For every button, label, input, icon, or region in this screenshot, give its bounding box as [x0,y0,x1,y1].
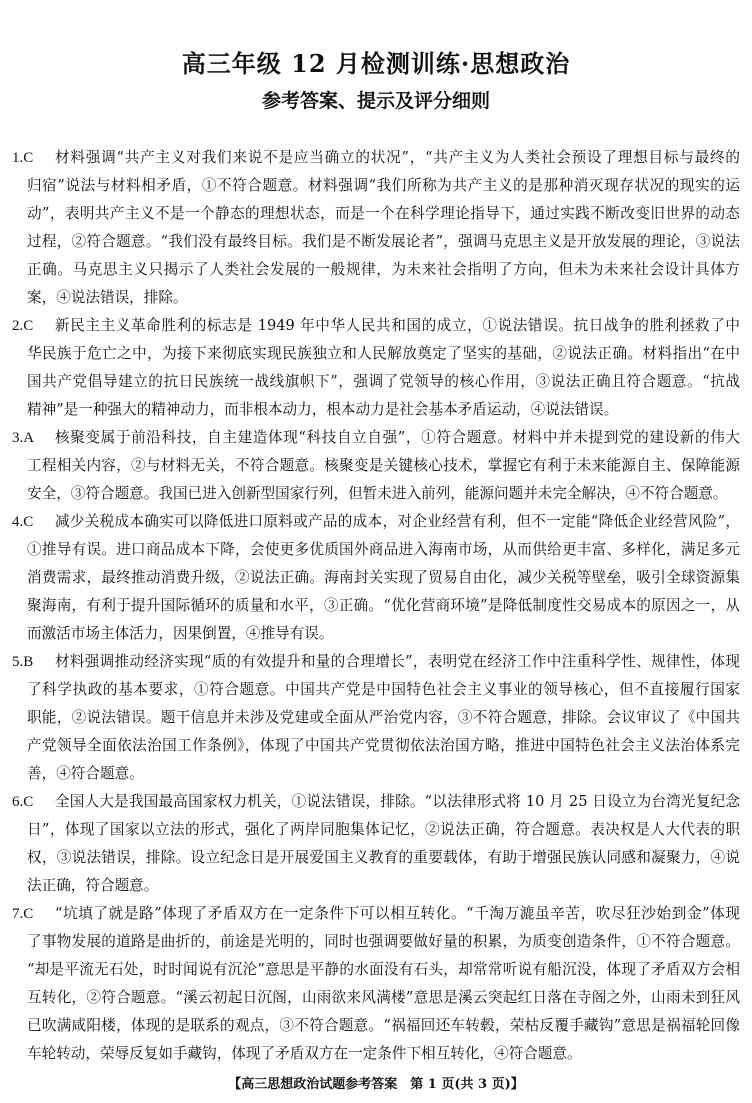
answer-text: 而激活市场主体活力，因果倒置，④推导有误。 [27,625,334,642]
answer-text: 精神”是一种强大的精神动力，而非根本动力，根本动力是社会基本矛盾运动，④说法错误。 [27,401,619,418]
answer-item-line [0,648,752,676]
answer-text: 安全，③符合题意。我国已进入创新型国家行列，但暂未进入前列，能源问题并未完全解决，④不符合题意。 [27,485,728,502]
answer-item-line [0,704,752,732]
answer-item-line [0,676,752,704]
answer-item-line [0,788,752,816]
answer-text: 正确。马克思主义只揭示了人类社会发展的一般规律，为未来社会指明了方向，但未为未来社会设计具体方 [27,261,740,278]
answer-item-line [0,508,752,536]
answer-text: 华民族于危亡之中，为接下来彻底实现民族独立和人民解放奠定了坚实的基础，②说法正确。材料指出“在中 [27,345,740,362]
answer-text: “却是平流无石处，时时闻说有沉沦”意思是平静的水面没有石头，却常常听说有船沉没，体现了矛盾双方会相 [27,961,740,978]
answer-item-line [0,620,752,648]
answer-item-line [0,732,752,760]
answer-number: 2.C [12,318,34,334]
answer-item-line [0,760,752,788]
answer-text: 了事物发展的道路是曲折的，前途是光明的，同时也强调要做好量的积累，为质变创造条件，①不符合题意。 [27,933,740,950]
answer-text: 已吹满咸阳楼，体现的是联系的观点，③不符合题意。“祸福回还车转毂，荣枯反覆手藏钩”意思是祸福轮回像 [27,1017,740,1034]
answer-number: 6.C [12,794,34,810]
answer-number: 7.C [12,906,34,922]
answer-text: “坑填了就是路”体现了矛盾双方在一定条件下可以相互转化。“千淘万漉虽辛苦，吹尽狂沙始到金”体现 [55,905,740,922]
answer-text: 材料强调“共产主义对我们来说不是应当确立的状况”，“共产主义为人类社会预设了理想目标与最终的 [55,149,740,166]
answer-item-line [0,1012,752,1040]
answer-item-line [0,592,752,620]
document-title: 高三年级 12 月检测训练·思想政治 [181,49,571,78]
answer-item-line [0,368,752,396]
answer-item-line [0,256,752,284]
answer-text: 车轮转动，荣辱反复如手藏钩，体现了矛盾双方在一定条件下相互转化，④符合题意。 [27,1045,582,1062]
answer-item-line [0,928,752,956]
answer-list [0,144,752,1068]
answer-item-line [0,844,752,872]
answer-text: 动”，表明共产主义不是一个静态的理想状态，而是一个在科学理论指导下，通过实践不断改变旧世界的动态 [27,205,740,222]
answer-item-line [0,984,752,1012]
answer-item-line [0,1040,752,1068]
answer-item-line [0,816,752,844]
answer-item-line [0,312,752,340]
answer-text: 国共产党倡导建立的抗日民族统一战线旗帜下”，强调了党领导的核心作用，③说法正确且符合题意。“抗战 [27,373,740,390]
answer-item-line [0,480,752,508]
answer-item-line [0,340,752,368]
answer-text: 职能，②说法错误。题干信息并未涉及党建或全面从严治党内容，③不符合题意，排除。会议审议了《中国共 [27,709,740,726]
answer-text: 核聚变属于前沿科技，自主建造体现“科技自立自强”，①符合题意。材料中并未提到党的建设新的伟大 [55,429,740,446]
answer-item-line [0,564,752,592]
answer-text: 权，③说法错误，排除。设立纪念日是开展爱国主义教育的重要载体，有助于增强民族认同感和凝聚力，④说 [27,849,740,866]
answer-item-line [0,396,752,424]
answer-item-line [0,872,752,900]
answer-text: 工程相关内容，②与材料无关，不符合题意。核聚变是关键核心技术，掌握它有利于未来能源自主、保障能源 [27,457,740,474]
answer-item-line [0,228,752,256]
answer-text: 新民主主义革命胜利的标志是 1949 年中华人民共和国的成立，①说法错误。抗日战争的胜利拯救了中 [55,317,740,334]
answer-item-line [0,200,752,228]
answer-item-line [0,900,752,928]
answer-item-line [0,424,752,452]
answer-item-line [0,144,752,172]
answer-number: 1.C [12,150,34,166]
answer-item-line [0,956,752,984]
answer-text: 聚海南，有利于提升国际循环的质量和水平，③正确。“优化营商环境”是降低制度性交易成本的原因之一，从 [27,597,740,614]
answer-text: 产党领导全面依法治国工作条例》，体现了中国共产党贯彻依法治国方略，推进中国特色社会主义法治体系完 [27,737,740,754]
answer-number: 4.C [12,514,34,530]
answer-item-line [0,536,752,564]
answer-number: 5.B [12,654,34,670]
answer-text: 日”，体现了国家以立法的形式，强化了两岸同胞集体记忆，②说法正确，符合题意。表决权是人大代表的职 [27,821,740,838]
answer-text: 善，④符合题意。 [27,765,144,782]
answer-text: ①推导有误。进口商品成本下降，会使更多优质国外商品进入海南市场，从而供给更丰富、多样化，满足多元 [27,541,740,558]
answer-text: 减少关税成本确实可以降低进口原料或产品的成本，对企业经营有利，但不一定能“降低企业经营风险”， [55,513,740,530]
answer-text: 案，④说法错误，排除。 [27,289,188,306]
answer-item-line [0,452,752,480]
document-subtitle: 参考答案、提示及评分细则 [261,90,490,112]
answer-number: 3.A [12,430,35,446]
answer-item-line [0,284,752,312]
page-footer: 【高三思想政治试题参考答案 第 1 页(共 3 页)】 [228,1077,524,1092]
answer-text: 互转化，②符合题意。“溪云初起日沉阁，山雨欲来风满楼”意思是溪云突起红日落在寺阁之外，山雨未到狂风 [27,989,740,1006]
answer-text: 过程，②符合题意。“我们没有最终目标。我们是不断发展论者”，强调马克思主义是开放发展的理论，③说法 [27,233,740,250]
answer-text: 法正确，符合题意。 [27,877,159,894]
answer-text: 全国人大是我国最高国家权力机关，①说法错误，排除。“以法律形式将 10 月 25 日设立为台湾光复纪念 [55,793,740,810]
answer-text: 消费需求，最终推动消费升级，②说法正确。海南封关实现了贸易自由化，减少关税等壁垒，吸引全球资源集 [27,569,740,586]
answer-text: 材料强调推动经济实现“质的有效提升和量的合理增长”，表明党在经济工作中注重科学性、规律性，体现 [55,653,740,670]
answer-text: 归宿”说法与材料相矛盾，①不符合题意。材料强调“我们所称为共产主义的是那种消灭现存状况的现实的运 [27,177,740,194]
answer-item-line [0,172,752,200]
answer-text: 了科学执政的基本要求，①符合题意。中国共产党是中国特色社会主义事业的领导核心，但不直接履行国家 [27,681,740,698]
